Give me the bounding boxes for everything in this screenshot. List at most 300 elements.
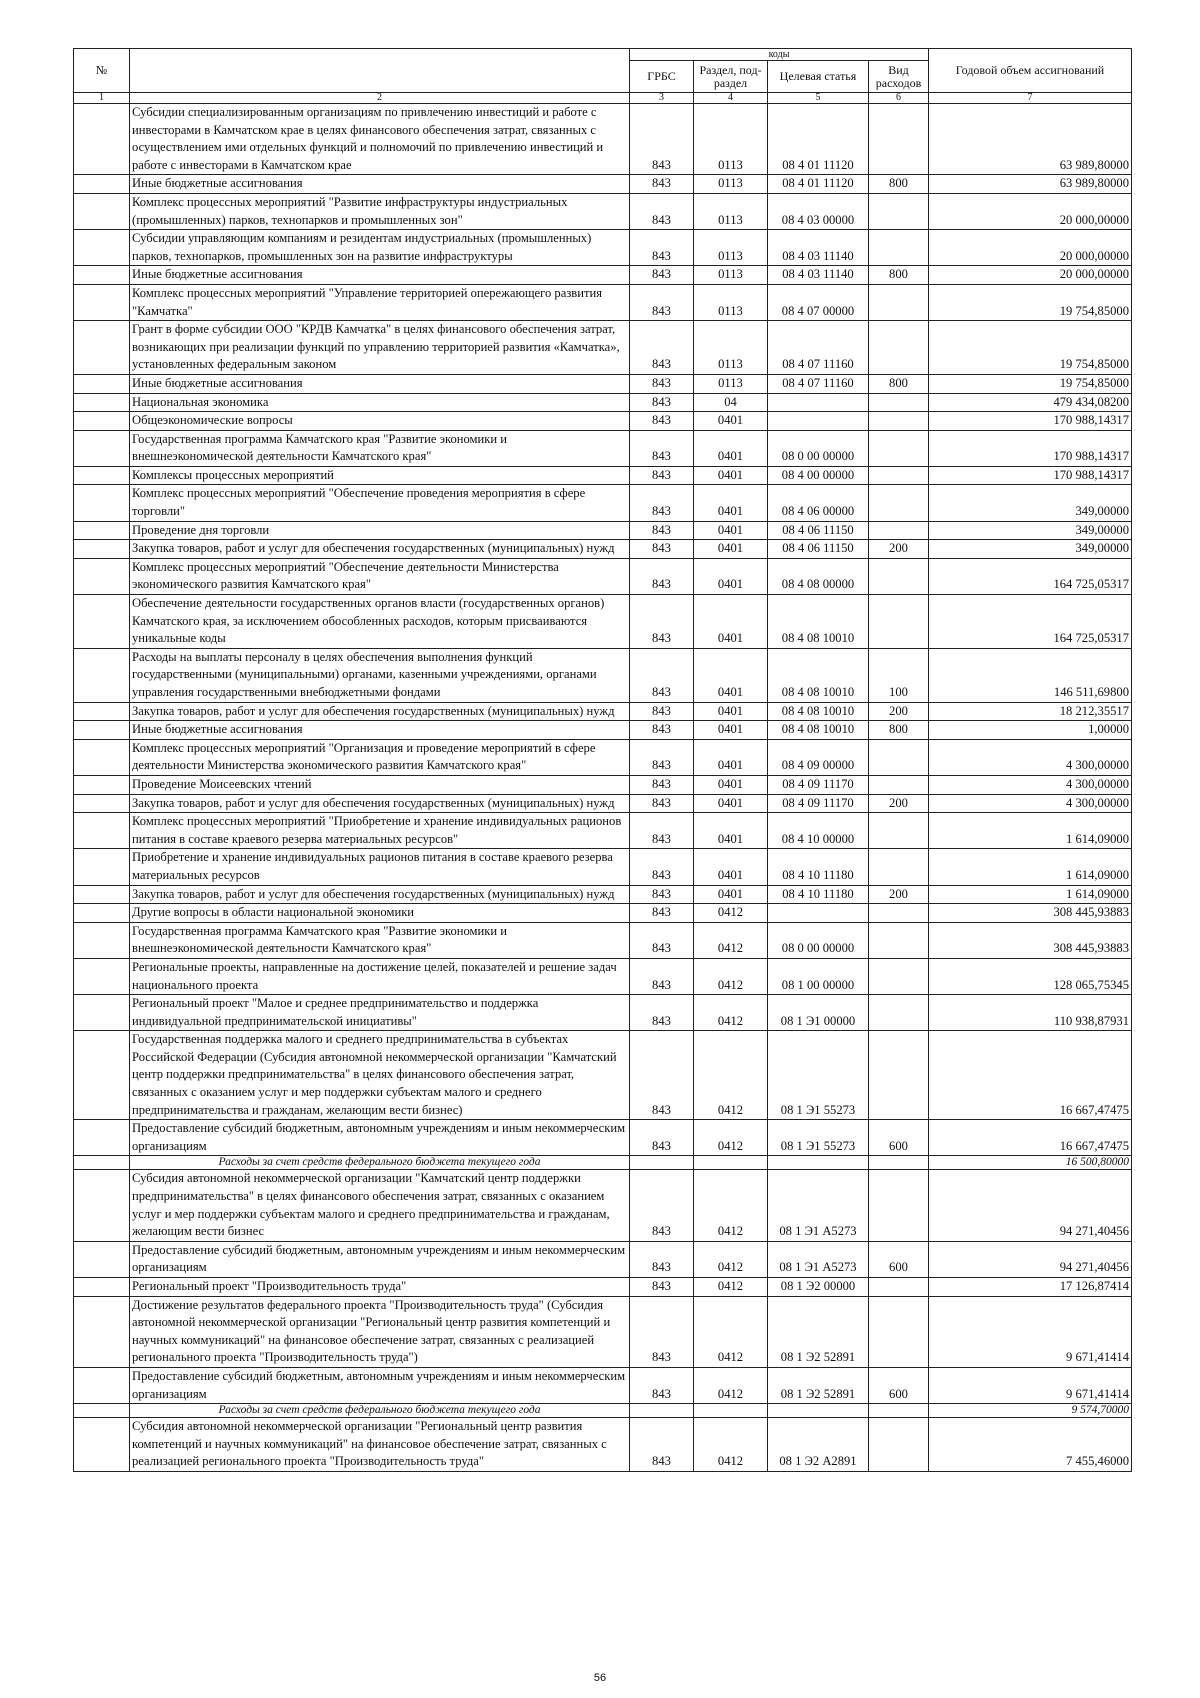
cell-target: 08 1 Э1 А5273: [768, 1241, 869, 1277]
cell-sum: 349,00000: [929, 540, 1132, 559]
col-number: 1: [74, 93, 130, 104]
cell-name: Иные бюджетные ассигнования: [130, 266, 630, 285]
cell-grbs: 843: [630, 1170, 694, 1241]
table-row: [74, 284, 1132, 320]
table-row: [74, 321, 1132, 375]
table-row: [74, 466, 1132, 485]
cell-sum: 170 988,14317: [929, 430, 1132, 466]
table-row: [74, 1120, 1132, 1156]
cell-sum: 1 614,09000: [929, 813, 1132, 849]
cell-no: [74, 794, 130, 813]
cell-razdel: 0401: [694, 794, 768, 813]
cell-name: Комплексы процессных мероприятий: [130, 466, 630, 485]
cell-sum: 19 754,85000: [929, 321, 1132, 375]
cell-target: 08 1 Э1 55273: [768, 1120, 869, 1156]
cell-vid: [869, 485, 929, 521]
cell-target: 08 1 Э2 00000: [768, 1278, 869, 1297]
cell-name: Общеэкономические вопросы: [130, 412, 630, 431]
table-row: [74, 540, 1132, 559]
table-row: [74, 904, 1132, 923]
cell-grbs: 843: [630, 230, 694, 266]
table-row: [74, 230, 1132, 266]
cell-grbs: 843: [630, 193, 694, 229]
cell-vid: [869, 321, 929, 375]
cell-no: [74, 739, 130, 775]
cell-name: Государственная программа Камчатского края "Развитие экономики и внешнеэкономической деятельности Камчатского края": [130, 430, 630, 466]
cell-name: Другие вопросы в области национальной экономики: [130, 904, 630, 923]
cell-vid: [869, 230, 929, 266]
cell-razdel: 0113: [694, 104, 768, 175]
cell-sum: 170 988,14317: [929, 466, 1132, 485]
cell-no: [74, 521, 130, 540]
table-row: [74, 1241, 1132, 1277]
table-row: [74, 721, 1132, 740]
col-number: 2: [130, 93, 630, 104]
cell-name: Субсидии управляющим компаниям и резидентам индустриальных (промышленных) парков, технопарков, промышленных зон на развитие инфраструктуры: [130, 230, 630, 266]
cell-razdel: 0113: [694, 193, 768, 229]
cell-grbs: 843: [630, 958, 694, 994]
cell-razdel: 0113: [694, 175, 768, 194]
table-row: [74, 702, 1132, 721]
cell-razdel: 0401: [694, 466, 768, 485]
cell-target: 08 1 Э2 52891: [768, 1367, 869, 1403]
cell-razdel: 0401: [694, 648, 768, 702]
cell-name: Проведение Моисеевских чтений: [130, 775, 630, 794]
cell-name: Достижение результатов федерального проекта "Производительность труда" (Субсидия автономной некоммерческой организации "Региональный центр развития компетенций и научных коммуникаций" на финансовое обеспечение затрат, связанных с реализацией регионального проекта "Производительность труда"): [130, 1296, 630, 1367]
cell-no: [74, 1031, 130, 1120]
cell-razdel: 0401: [694, 540, 768, 559]
cell-no: [74, 193, 130, 229]
table-row: [74, 1278, 1132, 1297]
header-name: [130, 49, 630, 93]
cell-vid: [869, 466, 929, 485]
cell-razdel: 0412: [694, 1031, 768, 1120]
cell-grbs: 843: [630, 1367, 694, 1403]
cell-vid: [869, 849, 929, 885]
cell-grbs: 843: [630, 1418, 694, 1472]
cell-grbs: 843: [630, 104, 694, 175]
cell-no: [74, 412, 130, 431]
cell-vid: [869, 521, 929, 540]
cell-sum: 349,00000: [929, 521, 1132, 540]
cell-grbs: 843: [630, 540, 694, 559]
cell-target: [768, 1156, 869, 1170]
cell-no: [74, 284, 130, 320]
cell-sum: 19 754,85000: [929, 284, 1132, 320]
cell-grbs: 843: [630, 849, 694, 885]
cell-grbs: 843: [630, 374, 694, 393]
cell-grbs: 843: [630, 775, 694, 794]
cell-target: 08 4 06 11150: [768, 540, 869, 559]
cell-sum: 349,00000: [929, 485, 1132, 521]
table-row: [74, 521, 1132, 540]
cell-vid: [869, 104, 929, 175]
cell-sum: 4 300,00000: [929, 775, 1132, 794]
cell-grbs: 843: [630, 1278, 694, 1297]
cell-grbs: 843: [630, 521, 694, 540]
cell-no: [74, 1170, 130, 1241]
cell-target: 08 4 00 00000: [768, 466, 869, 485]
cell-razdel: 0412: [694, 1296, 768, 1367]
cell-no: [74, 1418, 130, 1472]
table-row: [74, 1170, 1132, 1241]
header-grbs: ГРБС: [630, 61, 694, 93]
cell-vid: [869, 1031, 929, 1120]
cell-vid: [869, 284, 929, 320]
cell-vid: [869, 775, 929, 794]
cell-sum: 1,00000: [929, 721, 1132, 740]
cell-sum: 16 667,47475: [929, 1120, 1132, 1156]
cell-vid: 600: [869, 1120, 929, 1156]
cell-name: Государственная программа Камчатского края "Развитие экономики и внешнеэкономической деятельности Камчатского края": [130, 922, 630, 958]
cell-no: [74, 721, 130, 740]
cell-vid: [869, 595, 929, 649]
cell-razdel: 0412: [694, 1367, 768, 1403]
budget-table: [73, 48, 1132, 1472]
cell-no: [74, 904, 130, 923]
table-row: [74, 1296, 1132, 1367]
cell-vid: [869, 995, 929, 1031]
cell-razdel: 0412: [694, 1120, 768, 1156]
cell-vid: [869, 922, 929, 958]
cell-sum: 94 271,40456: [929, 1241, 1132, 1277]
cell-no: [74, 958, 130, 994]
cell-no: [74, 648, 130, 702]
cell-grbs: 843: [630, 995, 694, 1031]
cell-sum: 9 671,41414: [929, 1367, 1132, 1403]
cell-grbs: 843: [630, 702, 694, 721]
cell-target: 08 1 Э2 52891: [768, 1296, 869, 1367]
table-row: [74, 104, 1132, 175]
cell-razdel: 0401: [694, 775, 768, 794]
cell-sum: 63 989,80000: [929, 175, 1132, 194]
cell-name: Закупка товаров, работ и услуг для обеспечения государственных (муниципальных) нужд: [130, 885, 630, 904]
table-row: [74, 775, 1132, 794]
cell-target: [768, 1404, 869, 1418]
cell-target: 08 4 08 10010: [768, 595, 869, 649]
cell-vid: [869, 193, 929, 229]
cell-name: Закупка товаров, работ и услуг для обеспечения государственных (муниципальных) нужд: [130, 702, 630, 721]
cell-sum: 1 614,09000: [929, 849, 1132, 885]
cell-target: [768, 412, 869, 431]
cell-no: [74, 1120, 130, 1156]
cell-target: 08 4 06 11150: [768, 521, 869, 540]
cell-grbs: 843: [630, 466, 694, 485]
cell-grbs: 843: [630, 1120, 694, 1156]
cell-razdel: 0412: [694, 1278, 768, 1297]
cell-name: Приобретение и хранение индивидуальных рационов питания в составе краевого резерва материальных ресурсов: [130, 849, 630, 885]
cell-name: Расходы за счет средств федерального бюджета текущего года: [130, 1156, 630, 1170]
table-row: [74, 175, 1132, 194]
cell-grbs: 843: [630, 266, 694, 285]
cell-target: 08 1 00 00000: [768, 958, 869, 994]
cell-no: [74, 595, 130, 649]
cell-name: Комплекс процессных мероприятий "Организация и проведение мероприятий в сфере деятельности Министерства экономического развития Камчатского края": [130, 739, 630, 775]
cell-vid: 800: [869, 721, 929, 740]
cell-razdel: 0401: [694, 485, 768, 521]
cell-razdel: 0401: [694, 739, 768, 775]
cell-name: Региональный проект "Производительность труда": [130, 1278, 630, 1297]
cell-name: Проведение дня торговли: [130, 521, 630, 540]
cell-sum: 19 754,85000: [929, 374, 1132, 393]
cell-target: 08 4 01 11120: [768, 175, 869, 194]
cell-name: Предоставление субсидий бюджетным, автономным учреждениям и иным некоммерческим организациям: [130, 1241, 630, 1277]
cell-razdel: 04: [694, 393, 768, 412]
cell-name: Расходы за счет средств федерального бюджета текущего года: [130, 1404, 630, 1418]
table-row: [74, 558, 1132, 594]
cell-sum: 4 300,00000: [929, 794, 1132, 813]
page-number: 56: [593, 1672, 607, 1684]
cell-no: [74, 1278, 130, 1297]
cell-no: [74, 775, 130, 794]
cell-name: Субсидия автономной некоммерческой организации "Камчатский центр поддержки предпринимательства" в целях финансового обеспечения затрат, связанных с оказанием услуг и мер поддержки субъектам малого и среднего предпринимательства и гражданам, желающим вести бизнес: [130, 1170, 630, 1241]
header-target: Целевая статья: [768, 61, 869, 93]
cell-target: 08 4 08 00000: [768, 558, 869, 594]
cell-name: Комплекс процессных мероприятий "Обеспечение деятельности Министерства экономического развития Камчатского края": [130, 558, 630, 594]
cell-razdel: 0401: [694, 595, 768, 649]
cell-no: [74, 995, 130, 1031]
cell-target: 08 4 08 10010: [768, 702, 869, 721]
table-row: [74, 813, 1132, 849]
cell-target: 08 1 Э1 А5273: [768, 1170, 869, 1241]
cell-vid: 200: [869, 794, 929, 813]
cell-target: 08 0 00 00000: [768, 922, 869, 958]
cell-razdel: 0401: [694, 721, 768, 740]
cell-grbs: 843: [630, 595, 694, 649]
cell-vid: 100: [869, 648, 929, 702]
cell-vid: 600: [869, 1241, 929, 1277]
cell-razdel: 0412: [694, 1170, 768, 1241]
cell-grbs: 843: [630, 284, 694, 320]
table-row: [74, 1367, 1132, 1403]
table-row-note: [74, 1156, 1132, 1170]
cell-no: [74, 558, 130, 594]
cell-no: [74, 849, 130, 885]
cell-razdel: 0412: [694, 922, 768, 958]
cell-name: Региональные проекты, направленные на достижение целей, показателей и решение задач национального проекта: [130, 958, 630, 994]
cell-vid: 200: [869, 702, 929, 721]
cell-name: Предоставление субсидий бюджетным, автономным учреждениям и иным некоммерческим организациям: [130, 1120, 630, 1156]
table-row: [74, 739, 1132, 775]
cell-sum: 18 212,35517: [929, 702, 1132, 721]
cell-target: 08 1 Э1 00000: [768, 995, 869, 1031]
cell-grbs: [630, 1156, 694, 1170]
cell-grbs: 843: [630, 739, 694, 775]
cell-razdel: 0412: [694, 958, 768, 994]
cell-grbs: 843: [630, 648, 694, 702]
cell-no: [74, 430, 130, 466]
cell-sum: 20 000,00000: [929, 193, 1132, 229]
cell-name: Комплекс процессных мероприятий "Приобретение и хранение индивидуальных рационов питания в составе краевого резерва материальных ресурсов": [130, 813, 630, 849]
cell-no: [74, 374, 130, 393]
cell-name: Субсидия автономной некоммерческой организации "Региональный центр развития компетенций и научных коммуникаций" на финансовое обеспечение затрат, связанных с реализацией регионального проекта "Производительность труда": [130, 1418, 630, 1472]
cell-razdel: 0412: [694, 904, 768, 923]
cell-sum: 308 445,93883: [929, 922, 1132, 958]
cell-no: [74, 1404, 130, 1418]
cell-target: 08 4 08 10010: [768, 648, 869, 702]
cell-sum: 9 671,41414: [929, 1296, 1132, 1367]
cell-grbs: 843: [630, 813, 694, 849]
cell-target: 08 4 09 11170: [768, 775, 869, 794]
cell-no: [74, 1296, 130, 1367]
cell-name: Иные бюджетные ассигнования: [130, 374, 630, 393]
cell-grbs: 843: [630, 1031, 694, 1120]
cell-target: 08 4 09 11170: [768, 794, 869, 813]
cell-grbs: 843: [630, 885, 694, 904]
cell-no: [74, 175, 130, 194]
cell-target: 08 1 Э2 А2891: [768, 1418, 869, 1472]
cell-name: Субсидии специализированным организациям по привлечению инвестиций и работе с инвесторами в Камчатском крае в целях финансового обеспечения затрат, связанных с осуществлением ими отдельных функций и полномочий по привлечению инвестиций и работе с инвесторами в Камчатском крае: [130, 104, 630, 175]
cell-razdel: 0113: [694, 284, 768, 320]
cell-grbs: 843: [630, 412, 694, 431]
cell-target: [768, 393, 869, 412]
cell-name: Комплекс процессных мероприятий "Обеспечение проведения мероприятия в сфере торговли": [130, 485, 630, 521]
cell-razdel: 0113: [694, 374, 768, 393]
cell-name: Государственная поддержка малого и среднего предпринимательства в субъектах Российской Федерации (Субсидия автономной некоммерческой организации "Камчатский центр поддержки предпринимательства" в целях финансового обеспечения затрат, связанных с оказанием услуг и мер поддержки субъектам малого и среднего предпринимательства и гражданам, желающим вести бизнес): [130, 1031, 630, 1120]
col-number: 4: [694, 93, 768, 104]
cell-razdel: 0401: [694, 702, 768, 721]
cell-razdel: 0113: [694, 266, 768, 285]
cell-sum: 164 725,05317: [929, 558, 1132, 594]
col-number: 6: [869, 93, 929, 104]
cell-razdel: 0401: [694, 849, 768, 885]
header-codes: коды: [630, 49, 929, 61]
cell-razdel: 0401: [694, 412, 768, 431]
cell-name: Предоставление субсидий бюджетным, автономным учреждениям и иным некоммерческим организациям: [130, 1367, 630, 1403]
cell-no: [74, 104, 130, 175]
cell-vid: 800: [869, 266, 929, 285]
cell-no: [74, 466, 130, 485]
table-row: [74, 430, 1132, 466]
cell-name: Комплекс процессных мероприятий "Управление территорией опережающего развития "Камчатка": [130, 284, 630, 320]
cell-grbs: 843: [630, 794, 694, 813]
cell-no: [74, 393, 130, 412]
cell-razdel: 0401: [694, 430, 768, 466]
cell-razdel: 0401: [694, 558, 768, 594]
cell-no: [74, 1367, 130, 1403]
table-row: [74, 485, 1132, 521]
cell-target: 08 4 07 00000: [768, 284, 869, 320]
cell-razdel: 0401: [694, 813, 768, 849]
budget-table-sheet: [73, 48, 1131, 1472]
cell-name: Национальная экономика: [130, 393, 630, 412]
cell-sum: 63 989,80000: [929, 104, 1132, 175]
cell-razdel: 0113: [694, 321, 768, 375]
cell-sum: 16 667,47475: [929, 1031, 1132, 1120]
cell-razdel: 0412: [694, 1418, 768, 1472]
cell-razdel: 0401: [694, 521, 768, 540]
table-row: [74, 1031, 1132, 1120]
cell-sum: 4 300,00000: [929, 739, 1132, 775]
table-row: [74, 595, 1132, 649]
cell-sum: 146 511,69800: [929, 648, 1132, 702]
cell-grbs: 843: [630, 175, 694, 194]
col-number: 7: [929, 93, 1132, 104]
cell-grbs: 843: [630, 1241, 694, 1277]
cell-target: 08 4 01 11120: [768, 104, 869, 175]
table-row: [74, 885, 1132, 904]
cell-name: Региональный проект "Малое и среднее предпринимательство и поддержка индивидуальной предпринимательской инициативы": [130, 995, 630, 1031]
cell-sum: 110 938,87931: [929, 995, 1132, 1031]
cell-name: Иные бюджетные ассигнования: [130, 175, 630, 194]
cell-vid: 600: [869, 1367, 929, 1403]
cell-no: [74, 321, 130, 375]
cell-razdel: 0401: [694, 885, 768, 904]
cell-name: Обеспечение деятельности государственных органов власти (государственных органов) Камчатского края, за исключением обособленных расходов, которым присваиваются уникальные коды: [130, 595, 630, 649]
cell-grbs: 843: [630, 485, 694, 521]
table-row: [74, 374, 1132, 393]
cell-razdel: 0113: [694, 230, 768, 266]
cell-target: 08 4 03 11140: [768, 266, 869, 285]
cell-sum: 20 000,00000: [929, 266, 1132, 285]
table-row-note: [74, 1404, 1132, 1418]
table-row: [74, 995, 1132, 1031]
cell-razdel: 0412: [694, 1241, 768, 1277]
cell-sum: 20 000,00000: [929, 230, 1132, 266]
cell-target: 08 4 10 11180: [768, 849, 869, 885]
table-body: [74, 104, 1132, 1472]
cell-target: 08 0 00 00000: [768, 430, 869, 466]
cell-no: [74, 813, 130, 849]
cell-vid: [869, 558, 929, 594]
cell-grbs: 843: [630, 321, 694, 375]
cell-vid: [869, 430, 929, 466]
header-no: №: [74, 49, 130, 93]
col-number: 3: [630, 93, 694, 104]
cell-no: [74, 885, 130, 904]
cell-vid: 200: [869, 885, 929, 904]
cell-name: Грант в форме субсидии ООО "КРДВ Камчатка" в целях финансового обеспечения затрат, возникающих при реализации функций по управлению территорией развития «Камчатка», установленных федеральным законом: [130, 321, 630, 375]
cell-target: 08 4 10 11180: [768, 885, 869, 904]
cell-vid: [869, 1278, 929, 1297]
cell-target: 08 4 06 00000: [768, 485, 869, 521]
cell-sum: 164 725,05317: [929, 595, 1132, 649]
table-row: [74, 266, 1132, 285]
cell-sum: 1 614,09000: [929, 885, 1132, 904]
cell-grbs: 843: [630, 721, 694, 740]
cell-sum: 479 434,08200: [929, 393, 1132, 412]
cell-sum: 128 065,75345: [929, 958, 1132, 994]
cell-sum: 7 455,46000: [929, 1418, 1132, 1472]
cell-vid: [869, 958, 929, 994]
header-vid: Вид расходов: [869, 61, 929, 93]
cell-razdel: 0412: [694, 995, 768, 1031]
table-row: [74, 412, 1132, 431]
cell-no: [74, 266, 130, 285]
cell-sum: 170 988,14317: [929, 412, 1132, 431]
cell-grbs: 843: [630, 558, 694, 594]
table-row: [74, 1418, 1132, 1472]
cell-target: 08 4 03 00000: [768, 193, 869, 229]
table-row: [74, 922, 1132, 958]
cell-target: 08 4 07 11160: [768, 374, 869, 393]
cell-razdel: [694, 1156, 768, 1170]
cell-grbs: [630, 1404, 694, 1418]
cell-vid: [869, 904, 929, 923]
cell-target: [768, 904, 869, 923]
cell-no: [74, 540, 130, 559]
cell-grbs: 843: [630, 1296, 694, 1367]
cell-vid: [869, 739, 929, 775]
table-row: [74, 193, 1132, 229]
cell-sum: 17 126,87414: [929, 1278, 1132, 1297]
cell-name: Комплекс процессных мероприятий "Развитие инфраструктуры индустриальных (промышленных) парков, технопарков и промышленных зон": [130, 193, 630, 229]
cell-grbs: 843: [630, 904, 694, 923]
table-row: [74, 794, 1132, 813]
table-row: [74, 849, 1132, 885]
cell-sum: 94 271,40456: [929, 1170, 1132, 1241]
cell-vid: 800: [869, 374, 929, 393]
